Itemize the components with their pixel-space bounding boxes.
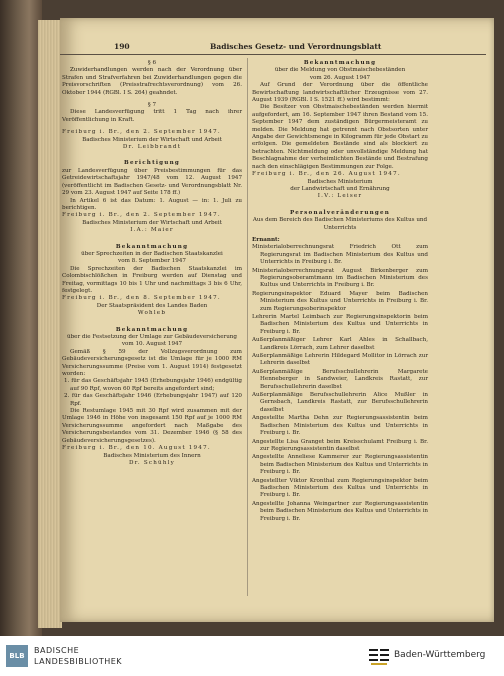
signature: Dr. Leibbrandt <box>122 144 182 151</box>
subject-line: über die Festsetzung der Umlage zur Gebäudeversicherung <box>66 334 237 340</box>
column-divider <box>247 58 248 596</box>
signature: I.A.: Maier <box>130 227 174 234</box>
header-rule <box>60 54 486 55</box>
list-item: Angestellte Lisa Granget beim Kreisschulamt Freiburg i. Br. zur Regierungsassistentin daselbst <box>252 438 428 452</box>
page-number: 190 <box>114 42 130 51</box>
date-line: Freiburg i. Br., den 2. September 1947. <box>62 129 221 136</box>
blb-logo-icon: BLB <box>6 645 28 667</box>
section-heading: Bekanntmachung <box>115 243 189 250</box>
subject-line: über die Meldung von Obstmaischebeständen <box>274 67 406 74</box>
section-heading: § 7 <box>147 102 157 109</box>
right-column <box>252 60 428 524</box>
section-heading: Bekanntmachung <box>115 326 189 333</box>
list-item: Angestellte Martha Dehn zur Regierungsassistentin beim Badischen Ministerium des Kultus und Unterrichts in Freiburg i. Br. <box>252 415 428 437</box>
list-item: Angestellte Anneliese Kammerer zur Regierungsassistentin beim Badischen Ministerium des Kultus und Unterrichts in Freiburg i. Br. <box>252 454 428 476</box>
section-heading: Personalveränderungen <box>290 209 390 216</box>
paragraph: Diese Landesverfügung tritt 1 Tag nach ihrer Veröffentlichung in Kraft. <box>62 109 242 123</box>
bw-crest-icon <box>368 646 390 666</box>
list-item: Ministerialoberrechnungsrat Friedrich Ott zum Regierungsrat im Badischen Ministerium des Kultus und Unterrichts in Freiburg i. Br. <box>252 244 428 266</box>
ernannt-label: Ernannt: <box>252 236 280 243</box>
paragraph: Gemäß § 59 der Vollzugsverordnung zum Gebäudeversicherungsgesetz ist die Umlage für je 1000 RM Versicherungssumme (Preise vom 1. August 1914) festgesetzt worden: <box>62 348 242 378</box>
ministry-line: Badisches Ministerium der Wirtschaft und Arbeit <box>82 219 222 226</box>
list-item: Regierungsinspektor Eduard Mayer beim Badischen Ministerium des Kultus und Unterrichts in Freiburg i. Br. zum Regierungsoberinspektor <box>252 290 428 312</box>
list-item: Außerplanmäßige Lehrerin Hildegard Mollitor in Lörrach zur Lehrerin daselbst <box>252 353 428 367</box>
library-name-line1: BADISCHE <box>34 646 80 655</box>
list-item: Außerplanmäßige Berufsschullehrerin Margarete Henneberger in Sandweier, Landkreis Rastatt, zur Berufsschullehrerin daselbst <box>252 368 428 390</box>
page-edges <box>38 20 62 628</box>
ministry-line: Badisches Ministerium <box>307 178 373 185</box>
section-heading: § 6 <box>147 60 157 66</box>
date-line: Freiburg i. Br., den 10. August 1947. <box>62 445 211 452</box>
list-item: Ministerialoberrechnungsrat August Birkenberger zum Regierungsoberamtmann im Badischen Ministerium des Kultus und Unterrichts in Freiburg i. Br. <box>252 267 428 289</box>
signature: Wohleb <box>137 310 167 317</box>
state-name: Baden-Württemberg <box>394 650 486 660</box>
paragraph: Zuwiderhandlungen werden nach der Verordnung über Strafen und Strafverfahren bei Zuwiderhandlungen gegen die Preisvorschriften (Preisstrafrechtsverordnung) vom 26. Oktober 1944 (RGBl. I S. 264) geahndet. <box>62 67 242 96</box>
section-heading: Berichtigung <box>124 160 180 167</box>
date-subline: vom 10. August 1947 <box>121 341 183 348</box>
signature: I.V.: Leiser <box>317 193 363 200</box>
ministry-line: Badisches Ministerium des Innern <box>103 452 201 459</box>
subject-line: Aus dem Bereich des Badischen Ministeriums des Kultus und Unterrichts <box>252 217 428 231</box>
paragraph: Die Restumlage 1945 mit 30 Rpf wird zusammen mit der Umlage 1946 in Höhe von insgesamt 150 Rpf auf je 1000 RM Versicherungssumme angefordert nach Maßgabe des Versicherungsbestandes vom 31. Dezember 1946 (§ 58 des Gebäudeversicherungsgesetzes). <box>62 408 242 444</box>
section-heading: Bekanntmachung <box>303 60 377 66</box>
list-item: 1. für das Geschäftsjahr 1945 (Erhebungsjahr 1946) endgültig auf 90 Rpf, wovon 60 Rpf bereits angefordert sind; <box>64 378 242 392</box>
list-item: Angestellte Johanna Weingartner zur Regierungsassistentin beim Badischen Ministerium des Kultus und Unterrichts in Freiburg i. Br. <box>252 500 428 522</box>
subject-line: über Sprechzeiten in der Badischen Staatskanzlei <box>81 250 223 257</box>
footer-bar <box>0 636 504 676</box>
date-subline: vom 8. September 1947 <box>118 258 186 265</box>
date-line: Freiburg i. Br., den 2. September 1947. <box>62 212 221 219</box>
list-item: Außerplanmäßige Berufsschullehrerin Alice Mußler in Gernsbach, Landkreis Rastatt, zur Berufsschullehrerin daselbst <box>252 392 428 413</box>
ministry-line: Badisches Ministerium der Wirtschaft und Arbeit <box>82 136 222 143</box>
ministry-line: der Landwirtschaft und Ernährung <box>290 185 390 192</box>
list-item: Lehrerin Martel Leimbach zur Regierungsinspektorin beim Badischen Ministerium des Kultus und Unterrichts in Freiburg i. Br. <box>252 314 428 335</box>
paragraph: Die Sprechzeiten der Badischen Staatskanzlei im Colombischlößchen in Freiburg werden auf Dienstag und Freitag, vormittags 10 bis 1 Uhr und nachmittags 3 bis 6 Uhr, festgelegt. <box>62 265 242 294</box>
book-spine <box>0 0 42 636</box>
signature: Dr. Schühly <box>128 459 176 466</box>
ministry-line: Der Staatspräsident des Landes Baden <box>96 302 208 309</box>
paragraph: In Artikel 6 ist das Datum: 1. August — in: 1. Juli zu berichtigen. <box>62 197 242 211</box>
list-item: Angestellter Viktor Kronthal zum Regierungsinspektor beim Badischen Ministerium des Kultus und Unterrichts in Freiburg i. Br. <box>252 477 428 499</box>
list-item: 2. für das Geschäftsjahr 1946 (Erhebungsjahr 1947) auf 120 Rpf. <box>64 393 242 407</box>
left-column <box>62 60 242 467</box>
library-name-line2: LANDESBIBLIOTHEK <box>34 657 123 666</box>
paragraph: zur Landesverfügung über Preisbestimmungen für das Getreidewirtschaftsjahr 1947/48 vom 12. August 1947 (veröffentlicht im Badischen Gesetz- und Verordnungsblatt Nr. 29 vom 23. August 1947 auf Seite 178 ff.) <box>62 167 242 197</box>
running-title: Badisches Gesetz- und Verordnungsblatt <box>210 42 382 51</box>
date-line: Freiburg i. Br., den 26. August 1947. <box>252 171 401 178</box>
paragraph: Auf Grund der Verordnung über die öffentliche Bewirtschaftung landwirtschaftlicher Erzeugnisse vom 27. August 1939 (RGBl. I S. 1521 ff.) wird bestimmt: <box>252 82 428 104</box>
list-item: Außerplanmäßiger Lehrer Karl Ahles in Schallbach, Landkreis Lörrach, zum Lehrer daselbst <box>252 337 428 351</box>
date-line: Freiburg i. Br., den 8. September 1947. <box>62 295 221 302</box>
paragraph: Die Besitzer von Obstmaischebeständen werden hiermit aufgefordert, am 16. September 1947 ihren Bestand vom 15. September 1947 dem zuständigen Bürgermeisteramt zu melden. Die Meldung hat getrennt nach Obstsorten unter Angabe der Gewichtsmenge in Kilogramm für jede Obstart zu erfolgen. Die gemeldeten Bestände sind als blockiert zu betrachten. Nichtmeldung oder unvollständige Meldung hat Beschlagnahme der verheimlichten Bestände und Bestrafung nach den einschlägigen Bestimmungen zur Folge. <box>252 104 428 170</box>
date-subline: vom 26. August 1947 <box>309 74 371 81</box>
